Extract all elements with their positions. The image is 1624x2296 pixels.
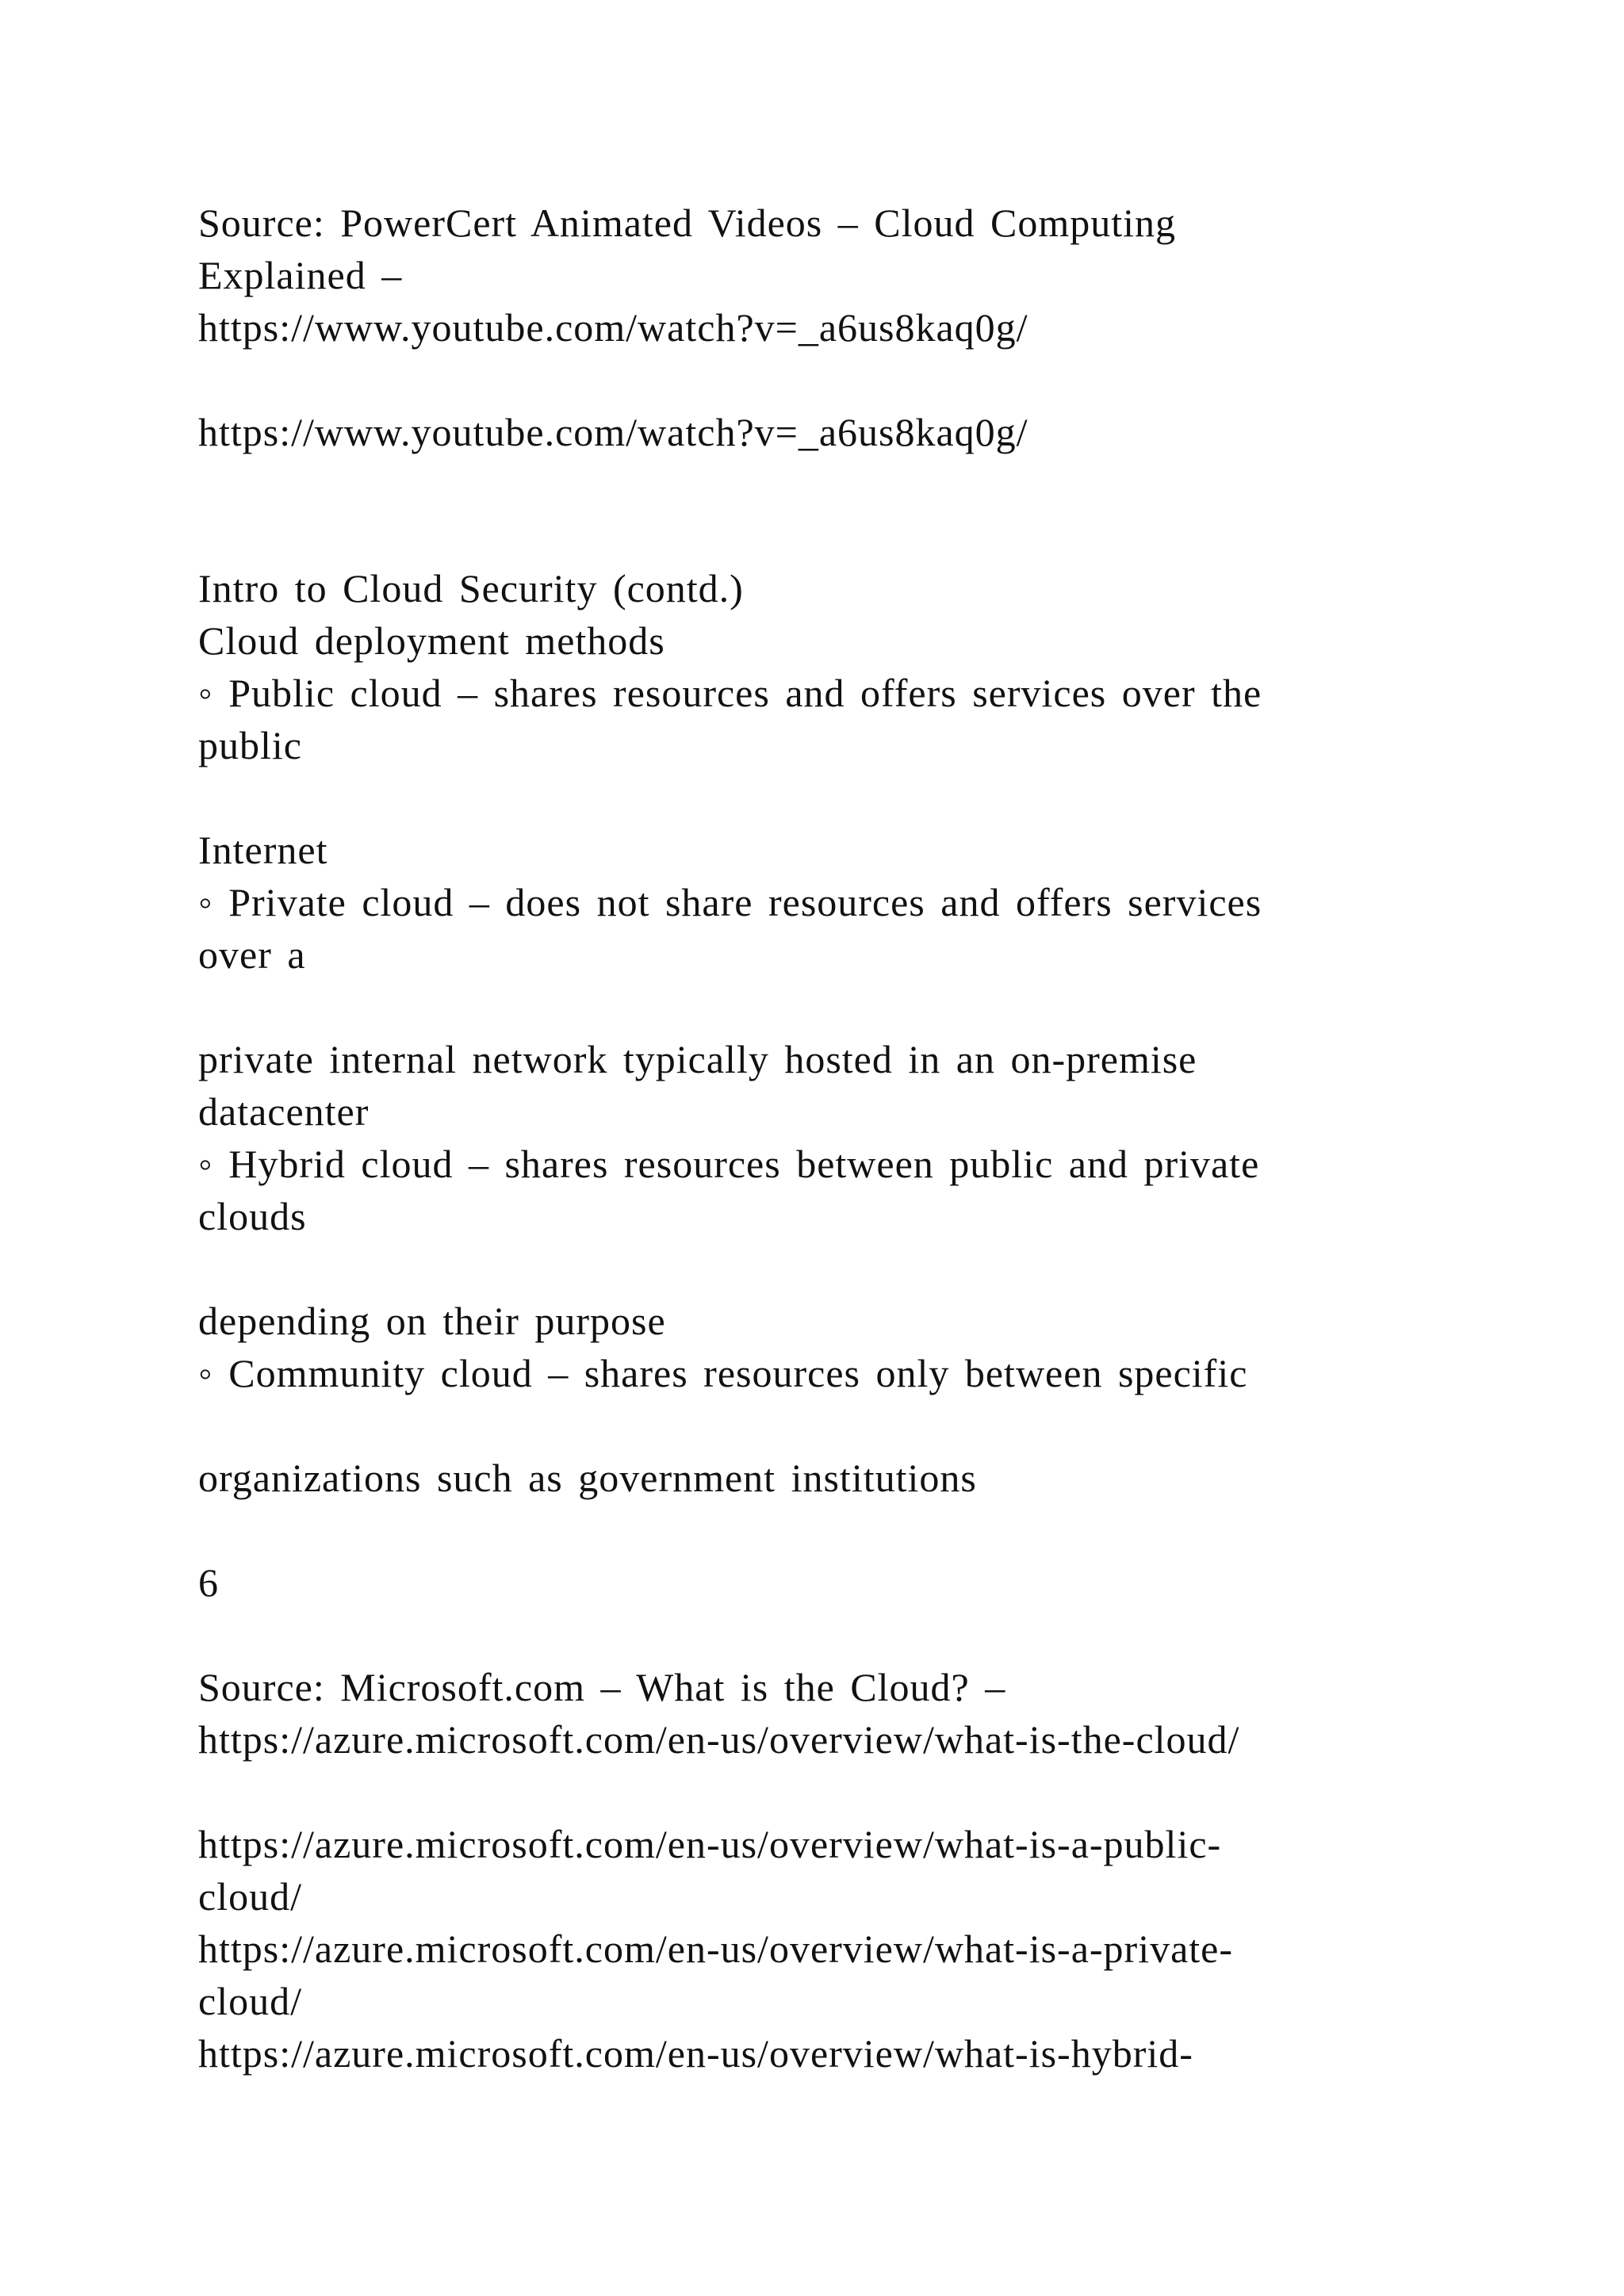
azure-url-cloud: https://azure.microsoft.com/en-us/overview/what-is-the-cloud/ <box>198 1717 1240 1762</box>
bullet-public-cloud-cont: public <box>198 723 302 767</box>
bullet-hybrid-cloud: ◦ Hybrid cloud – shares resources between public and private <box>198 1142 1260 1186</box>
bullet-community-cloud-end: organizations such as government institutions <box>198 1456 977 1500</box>
bullet-private-cloud: ◦ Private cloud – does not share resources and offers services <box>198 880 1262 924</box>
azure-url-private-cloud: https://azure.microsoft.com/en-us/overview/what-is-a-private- <box>198 1927 1234 1971</box>
source-microsoft-line: Source: Microsoft.com – What is the Cloud? – <box>198 1665 1006 1709</box>
youtube-url-1: https://www.youtube.com/watch?v=_a6us8kaq0g/ <box>198 305 1028 350</box>
bullet-community-cloud: ◦ Community cloud – shares resources only between specific <box>198 1351 1248 1395</box>
azure-url-private-cloud-end: cloud/ <box>198 1979 302 2023</box>
page-number: 6 <box>198 1560 219 1605</box>
source-powercert-line: Source: PowerCert Animated Videos – Cloud Computing <box>198 201 1176 245</box>
bullet-private-cloud-text: private internal network typically hosted in an on-premise <box>198 1037 1197 1081</box>
slide-title: Intro to Cloud Security (contd.) <box>198 566 744 610</box>
section-heading: Cloud deployment methods <box>198 618 665 663</box>
azure-url-public-cloud: https://azure.microsoft.com/en-us/overview/what-is-a-public- <box>198 1822 1222 1866</box>
youtube-url-2: https://www.youtube.com/watch?v=_a6us8kaq0g/ <box>198 410 1028 454</box>
bullet-private-cloud-end: datacenter <box>198 1089 370 1134</box>
azure-url-hybrid: https://azure.microsoft.com/en-us/overview/what-is-hybrid- <box>198 2031 1193 2076</box>
bullet-hybrid-cloud-cont: clouds <box>198 1194 307 1238</box>
bullet-private-cloud-cont: over a <box>198 932 306 977</box>
bullet-public-cloud: ◦ Public cloud – shares resources and offers services over the <box>198 671 1262 715</box>
bullet-hybrid-cloud-end: depending on their purpose <box>198 1299 666 1343</box>
source-powercert-line-2: Explained – <box>198 253 403 297</box>
azure-url-public-cloud-end: cloud/ <box>198 1874 302 1919</box>
bullet-public-cloud-end: Internet <box>198 828 328 872</box>
